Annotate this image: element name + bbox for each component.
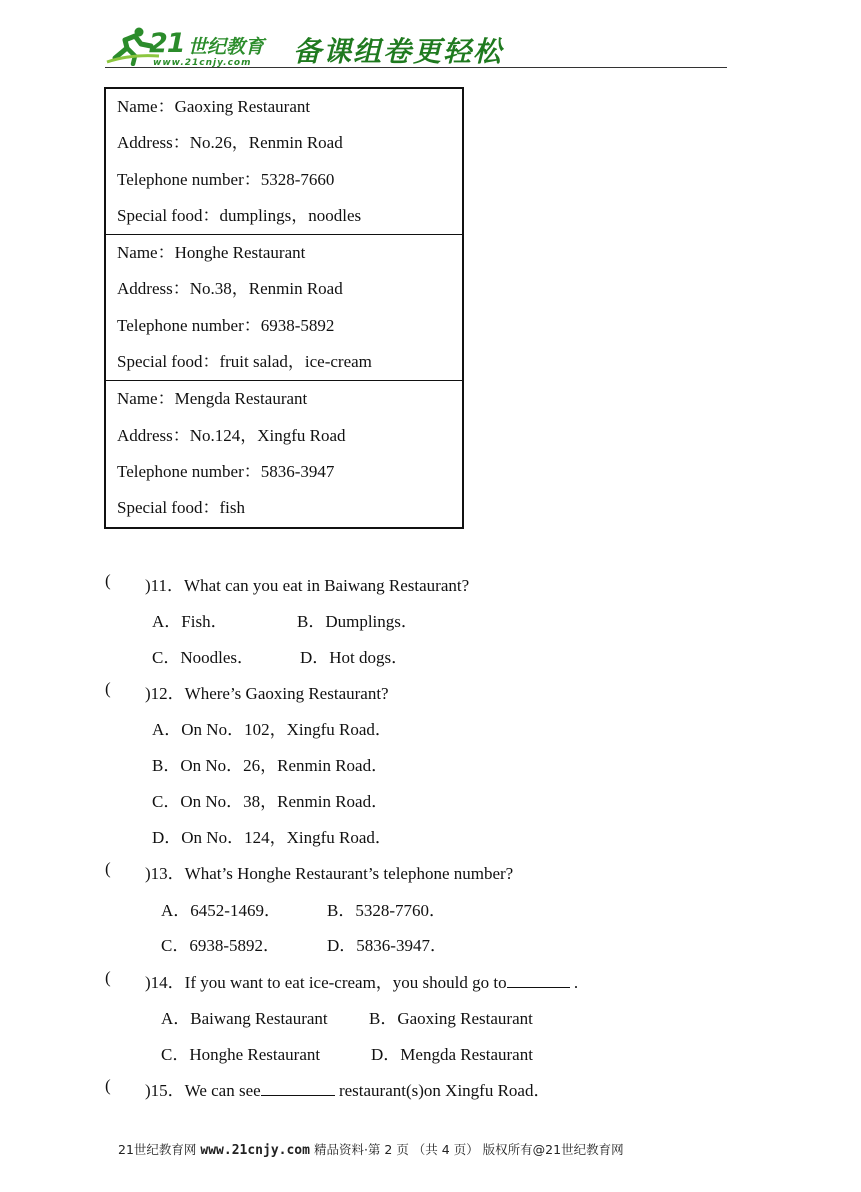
option-d: D．5836-3947． — [327, 936, 447, 955]
restaurant-address: Address：No.124，Xingfu Road — [117, 425, 346, 445]
restaurant-name: Name：Mengda Restaurant — [117, 389, 308, 409]
stem-text: )15．We can see — [145, 1081, 261, 1100]
answer-paren: ( — [105, 571, 111, 590]
option-b: B．Dumplings． — [297, 612, 418, 631]
page-footer — [118, 1140, 624, 1158]
answer-paren: ( — [105, 859, 111, 878]
answer-blank[interactable] — [507, 973, 570, 988]
question-stem: )11．What can you eat in Baiwang Restaurant? — [145, 576, 470, 595]
option-d: D．On No．124，Xingfu Road． — [152, 828, 392, 847]
question-stem: )13．What’s Honghe Restaurant’s telephone number? — [145, 864, 514, 883]
option-b: B．Gaoxing Restaurant — [369, 1009, 533, 1028]
brand-name: 世纪教育 — [188, 36, 265, 58]
restaurant-name: Name：Honghe Restaurant — [117, 243, 306, 263]
option-d: D．Mengda Restaurant — [371, 1045, 533, 1064]
header-slogan: 备课组卷更轻松 — [293, 35, 504, 68]
restaurant-phone: Telephone number：5836-3947 — [117, 461, 335, 481]
restaurant-address: Address：No.38，Renmin Road — [117, 279, 343, 299]
option-c: C．On No．38，Renmin Road． — [152, 792, 389, 811]
option-c: C．Noodles． — [152, 648, 254, 667]
option-a: A．Baiwang Restaurant — [161, 1009, 328, 1028]
restaurant-phone: Telephone number：6938-5892 — [117, 315, 335, 335]
restaurant-block — [106, 89, 462, 234]
header-divider — [105, 67, 727, 68]
brand-number: 21 — [149, 28, 185, 59]
restaurant-name: Name：Gaoxing Restaurant — [117, 97, 311, 116]
page-header — [105, 22, 727, 72]
restaurant-block — [106, 380, 462, 526]
stem-text: )14．If you want to eat ice-cream，you should go to — [145, 973, 507, 992]
answer-blank[interactable] — [261, 1081, 335, 1096]
restaurant-info-table — [104, 87, 464, 529]
answer-paren: ( — [105, 679, 111, 698]
option-b: B．On No．26，Renmin Road． — [152, 756, 389, 775]
question-stem: )12．Where’s Gaoxing Restaurant? — [145, 684, 389, 703]
restaurant-food: Special food：fish — [117, 498, 245, 518]
brand-url: www.21cnjy.com — [153, 58, 252, 68]
answer-paren: ( — [105, 968, 111, 987]
restaurant-phone: Telephone number：5328-7660 — [117, 169, 335, 189]
footer-site: 21世纪教育网 — [118, 1142, 197, 1157]
restaurant-block — [106, 234, 462, 380]
question-stem — [145, 1076, 550, 1101]
restaurant-food: Special food：fruit salad，ice-cream — [117, 352, 372, 372]
option-a: A．On No．102，Xingfu Road． — [152, 720, 392, 739]
stem-text: restaurant(s)on Xingfu Road． — [334, 1081, 551, 1100]
question-stem — [145, 968, 578, 993]
stem-text: . — [569, 973, 579, 992]
option-a: A．6452-1469． — [161, 901, 281, 920]
footer-page-info: 精品资料·第 2 页 （共 4 页） 版权所有@21世纪教育网 — [313, 1142, 624, 1157]
option-a: A．Fish． — [152, 612, 228, 631]
answer-paren: ( — [105, 1076, 111, 1095]
footer-url: www.21cnjy.com — [200, 1143, 310, 1158]
option-c: C．6938-5892． — [161, 936, 280, 955]
option-b: B．5328-7760． — [327, 901, 446, 920]
option-c: C．Honghe Restaurant — [161, 1045, 321, 1064]
option-d: D．Hot dogs． — [300, 648, 409, 667]
restaurant-address: Address：No.26，Renmin Road — [117, 133, 343, 153]
restaurant-food: Special food：dumplings，noodles — [117, 205, 362, 225]
